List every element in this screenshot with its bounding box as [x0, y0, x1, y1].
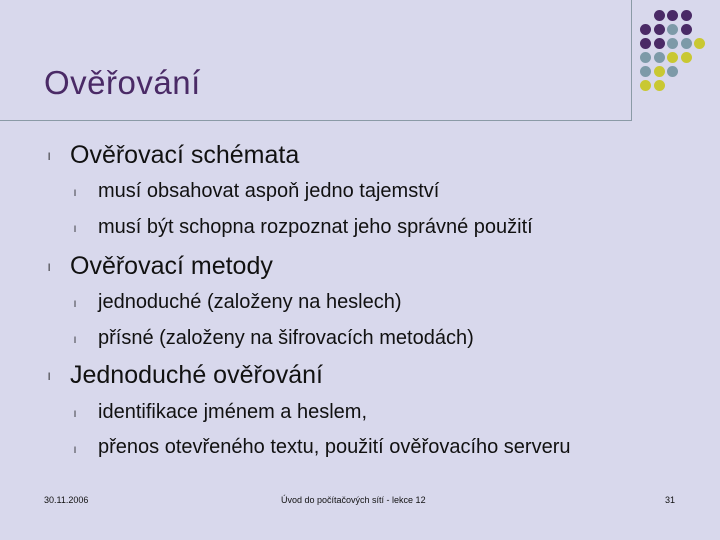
- decorative-dot: [640, 66, 651, 77]
- section-heading: Ověřovací schémata: [70, 141, 300, 169]
- decorative-dot: [640, 38, 651, 49]
- decorative-dot: [681, 38, 692, 49]
- sub-bullet-marker: l: [74, 224, 76, 234]
- bullet-marker: l: [48, 152, 51, 163]
- decorative-dot: [667, 24, 678, 35]
- list-item: musí být schopna rozpoznat jeho správné použití: [98, 216, 533, 238]
- decorative-dot: [667, 10, 678, 21]
- list-item: musí obsahovat aspoň jedno tajemství: [98, 180, 440, 202]
- section-heading: Ověřovací metody: [70, 252, 273, 280]
- sub-bullet-marker: l: [74, 335, 76, 345]
- list-item: přenos otevřeného textu, použití ověřovacího serveru: [98, 436, 571, 458]
- decorative-dot: [667, 52, 678, 63]
- decorative-dot: [640, 80, 651, 91]
- footer-page-number: 31: [665, 495, 676, 505]
- slide-title: Ověřování: [44, 64, 201, 101]
- decorative-dot: [667, 66, 678, 77]
- title-divider-vertical: [631, 0, 632, 121]
- decorative-dot: [681, 10, 692, 21]
- bullet-marker: l: [48, 372, 51, 383]
- decorative-dot-grid: [640, 10, 720, 105]
- decorative-dot: [694, 38, 705, 49]
- decorative-dot: [640, 52, 651, 63]
- decorative-dot: [654, 66, 665, 77]
- sub-bullet-marker: l: [74, 445, 76, 455]
- decorative-dot: [640, 24, 651, 35]
- sub-bullet-marker: l: [74, 188, 76, 198]
- sub-bullet-marker: l: [74, 299, 76, 309]
- footer-course-title: Úvod do počítačových sítí - lekce 12: [281, 495, 426, 505]
- decorative-dot: [654, 80, 665, 91]
- decorative-dot: [681, 24, 692, 35]
- footer-date: 30.11.2006: [44, 495, 89, 505]
- decorative-dot: [654, 10, 665, 21]
- decorative-dot: [654, 24, 665, 35]
- decorative-dot: [654, 38, 665, 49]
- decorative-dot: [654, 52, 665, 63]
- decorative-dot: [681, 52, 692, 63]
- list-item: přísné (založeny na šifrovacích metodách): [98, 327, 474, 349]
- list-item: jednoduché (založeny na heslech): [98, 291, 402, 313]
- title-divider-horizontal: [0, 120, 632, 121]
- bullet-marker: l: [48, 263, 51, 274]
- sub-bullet-marker: l: [74, 409, 76, 419]
- list-item: identifikace jménem a heslem,: [98, 401, 368, 423]
- section-heading: Jednoduché ověřování: [70, 361, 323, 389]
- decorative-dot: [667, 38, 678, 49]
